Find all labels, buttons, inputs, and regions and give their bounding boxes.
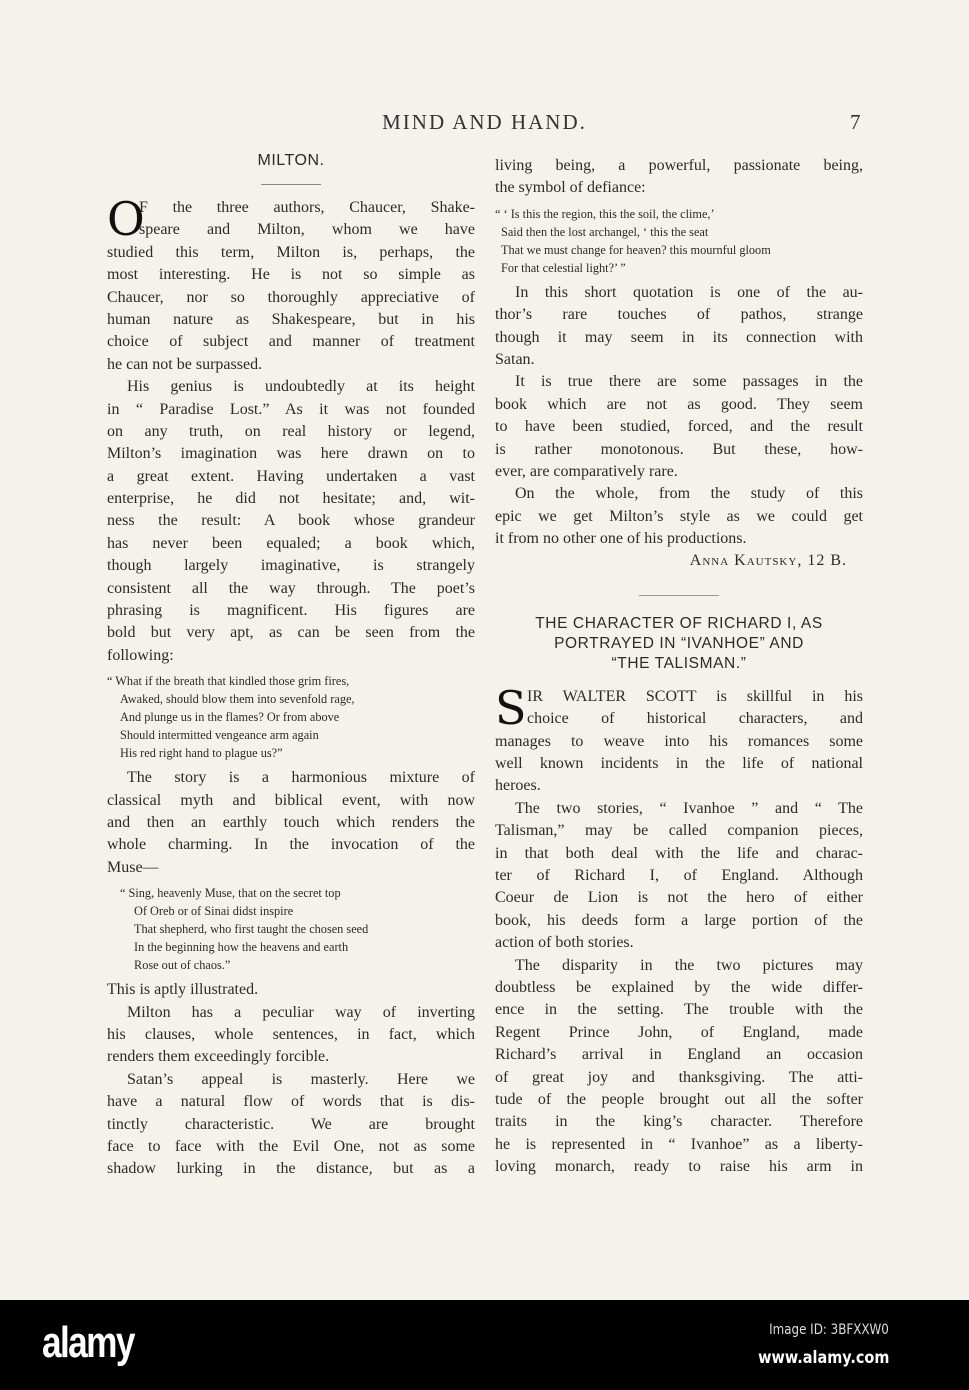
text-line: ever, are comparatively rare. bbox=[495, 462, 678, 480]
text-line: phrasing is magnificent. His figures are bbox=[107, 602, 475, 620]
text-line: a great extent. Having undertaken a vast bbox=[107, 467, 475, 485]
text-line: On the whole, from the study of this bbox=[515, 485, 863, 503]
text-line: living being, a powerful, passionate being, bbox=[495, 157, 863, 174]
text-line: ence in the setting. The trouble with the bbox=[495, 1001, 863, 1019]
text-line: of great joy and thanksgiving. The atti- bbox=[495, 1068, 863, 1086]
text-line: That we must change for heaven? this mournful gloom bbox=[501, 242, 771, 257]
text-line: Of Oreb or of Sinai didst inspire bbox=[134, 904, 294, 919]
text-line: loving monarch, ready to raise his arm in bbox=[495, 1158, 863, 1176]
text-line: speare and Milton, whom we have bbox=[139, 221, 475, 239]
text-line: is rather monotonous. But these, how- bbox=[495, 440, 863, 458]
text-line: classical myth and biblical event, with now bbox=[107, 791, 475, 809]
heading-line: “THE TALISMAN.” bbox=[611, 654, 747, 672]
text-line: Muse— bbox=[107, 858, 159, 876]
text-line: whole charming. In the invocation of the bbox=[107, 836, 475, 854]
left-column bbox=[107, 148, 475, 1181]
article-heading bbox=[495, 614, 863, 674]
text-line: His red right hand to plague us?” bbox=[120, 746, 283, 761]
text-line: “ Sing, heavenly Muse, that on the secret top bbox=[120, 886, 341, 901]
text-line: The story is a harmonious mixture of bbox=[127, 769, 475, 787]
text-line: choice of subject and manner of treatment bbox=[107, 333, 475, 351]
drop-cap: S bbox=[495, 680, 527, 735]
paragraph bbox=[107, 1002, 475, 1069]
text-line: on any truth, on real history or legend, bbox=[107, 422, 475, 440]
heading-line: PORTRAYED IN “IVANHOE” AND bbox=[554, 634, 804, 652]
heading-line: THE CHARACTER OF RICHARD I, AS bbox=[535, 614, 823, 632]
text-line: The disparity in the two pictures may bbox=[515, 956, 863, 974]
text-line: heroes. bbox=[495, 777, 541, 795]
text-line: Satan’s appeal is masterly. Here we bbox=[127, 1070, 475, 1088]
text-line: F the three authors, Chaucer, Shake- bbox=[139, 199, 475, 216]
text-line: thor’s rare touches of pathos, strange bbox=[495, 306, 863, 324]
text-line: In the beginning how the heavens and earth bbox=[134, 940, 349, 955]
text-line: For that celestial light?’ ” bbox=[501, 260, 626, 275]
right-column bbox=[495, 155, 863, 1178]
text-line: and then an earthly touch which renders the bbox=[107, 813, 475, 831]
text-line: studied this term, Milton is, perhaps, the bbox=[107, 243, 475, 261]
text-line: Chaucer, nor so thoroughly appreciative of bbox=[107, 288, 475, 306]
text-line: manages to weave into his romances some bbox=[495, 732, 863, 750]
opening-paragraph bbox=[107, 192, 475, 376]
text-line: Rose out of chaos.” bbox=[134, 958, 231, 973]
paragraph bbox=[495, 155, 863, 200]
text-line: though largely imaginative, is strangely bbox=[107, 557, 475, 575]
alamy-url-link[interactable]: www.alamy.com bbox=[757, 1348, 889, 1368]
text-line: has never been equaled; a book which, bbox=[107, 534, 475, 552]
text-line: in “ Paradise Lost.” As it was not founded bbox=[107, 400, 475, 418]
text-line: His genius is undoubtedly at its height bbox=[127, 378, 475, 396]
paragraph bbox=[107, 767, 475, 879]
paragraph bbox=[495, 798, 863, 955]
text-line: Coeur de Lion is not the hero of either bbox=[495, 889, 863, 907]
image-id-label: Image ID: 3BFXXW0 bbox=[769, 1322, 889, 1338]
text-line: well known incidents in the life of national bbox=[495, 755, 863, 773]
text-line: bold but very apt, as can be seen from the bbox=[107, 624, 475, 642]
text-line: traits in the king’s character. Therefore bbox=[495, 1113, 863, 1131]
text-line: That shepherd, who first taught the chosen seed bbox=[134, 922, 369, 937]
text-line: Milton’s imagination was here drawn on to bbox=[107, 445, 475, 463]
section-divider bbox=[639, 595, 719, 596]
text-line: renders them exceedingly forcible. bbox=[107, 1048, 330, 1066]
text-line: Should intermitted vengeance arm again bbox=[120, 728, 319, 743]
text-line: in that both deal with the life and charac- bbox=[495, 844, 863, 862]
opening-paragraph bbox=[495, 680, 863, 798]
text-line: “ ‘ Is this the region, this the soil, the clime,’ bbox=[495, 206, 715, 221]
text-line: face to face with the Evil One, not as some bbox=[107, 1137, 475, 1155]
text-line: This is aptly illustrated. bbox=[107, 981, 259, 999]
watermark-bar bbox=[0, 1300, 969, 1390]
title-rule bbox=[261, 184, 321, 185]
text-line: it from no other one of his productions. bbox=[495, 530, 747, 548]
text-line: Awaked, should blow them into sevenfold rage, bbox=[120, 692, 355, 707]
verse-quotation bbox=[107, 884, 475, 974]
author-signature: Anna Kautsky, 12 B. bbox=[689, 552, 847, 570]
text-line: ter of Richard I, of England. Although bbox=[495, 866, 863, 884]
paragraph bbox=[107, 1069, 475, 1181]
text-line: choice of historical characters, and bbox=[527, 710, 863, 728]
text-line: It is true there are some passages in the bbox=[515, 373, 863, 391]
text-line: Talisman,” may be called companion pieces, bbox=[495, 822, 863, 840]
verse-quotation bbox=[107, 672, 475, 762]
text-line: And plunge us in the flames? Or from above bbox=[120, 710, 340, 725]
text-line: following: bbox=[107, 646, 174, 664]
text-line: to have been studied, forced, and the result bbox=[495, 418, 863, 436]
paragraph bbox=[107, 979, 475, 1001]
text-line: tude of the people brought out all the softer bbox=[495, 1090, 863, 1108]
article-title: MILTON. bbox=[257, 152, 325, 169]
text-line: In this short quotation is one of the au- bbox=[515, 283, 863, 301]
paragraph bbox=[495, 282, 863, 372]
alamy-logo: alamy bbox=[42, 1318, 134, 1367]
page-number: 7 bbox=[850, 110, 861, 134]
text-line: most interesting. He is not so simple as bbox=[107, 266, 475, 284]
text-line: the symbol of defiance: bbox=[495, 179, 646, 197]
text-line: though it may seem in its connection with bbox=[495, 328, 863, 346]
text-line: shadow lurking in the distance, but as a bbox=[107, 1160, 475, 1178]
text-line: Richard’s arrival in England an occasion bbox=[495, 1046, 863, 1064]
text-line: Milton has a peculiar way of inverting bbox=[127, 1003, 475, 1021]
text-line: The two stories, “ Ivanhoe ” and “ The bbox=[515, 799, 863, 817]
text-line: IR WALTER SCOTT is skillful in his bbox=[527, 687, 863, 705]
paragraph bbox=[107, 376, 475, 667]
verse-quotation bbox=[495, 205, 863, 277]
drop-cap: O bbox=[107, 192, 145, 246]
text-line: consistent all the way through. The poet’s bbox=[107, 579, 475, 597]
paragraph bbox=[495, 483, 863, 550]
paragraph bbox=[495, 371, 863, 483]
text-line: Regent Prince John, of England, made bbox=[495, 1023, 863, 1041]
text-line: “ What if the breath that kindled those grim fires, bbox=[107, 674, 350, 689]
text-line: Said then the lost archangel, ‘ this the seat bbox=[501, 224, 709, 239]
text-line: tinctly characteristic. We are brought bbox=[107, 1115, 475, 1133]
text-line: book which are not as good. They seem bbox=[495, 395, 863, 413]
running-head: MIND AND HAND. bbox=[382, 110, 587, 134]
text-line: his clauses, whole sentences, in fact, which bbox=[107, 1025, 475, 1043]
text-line: he can not be surpassed. bbox=[107, 355, 263, 373]
text-line: have a natural flow of words that is dis- bbox=[107, 1093, 475, 1111]
text-line: he is represented in “ Ivanhoe” as a liberty- bbox=[495, 1135, 863, 1153]
text-line: doubtless be explained by the wide differ- bbox=[495, 978, 863, 996]
text-line: Satan. bbox=[495, 350, 535, 368]
text-line: book, his deeds form a large portion of the bbox=[495, 911, 863, 929]
text-line: human nature as Shakespeare, but in his bbox=[107, 310, 475, 328]
text-line: action of both stories. bbox=[495, 934, 634, 952]
text-line: ness the result: A book whose grandeur bbox=[107, 512, 475, 530]
paragraph bbox=[495, 955, 863, 1179]
text-line: epic we get Milton’s style as we could get bbox=[495, 507, 863, 525]
text-line: enterprise, he did not hesitate; and, wit- bbox=[107, 490, 475, 508]
